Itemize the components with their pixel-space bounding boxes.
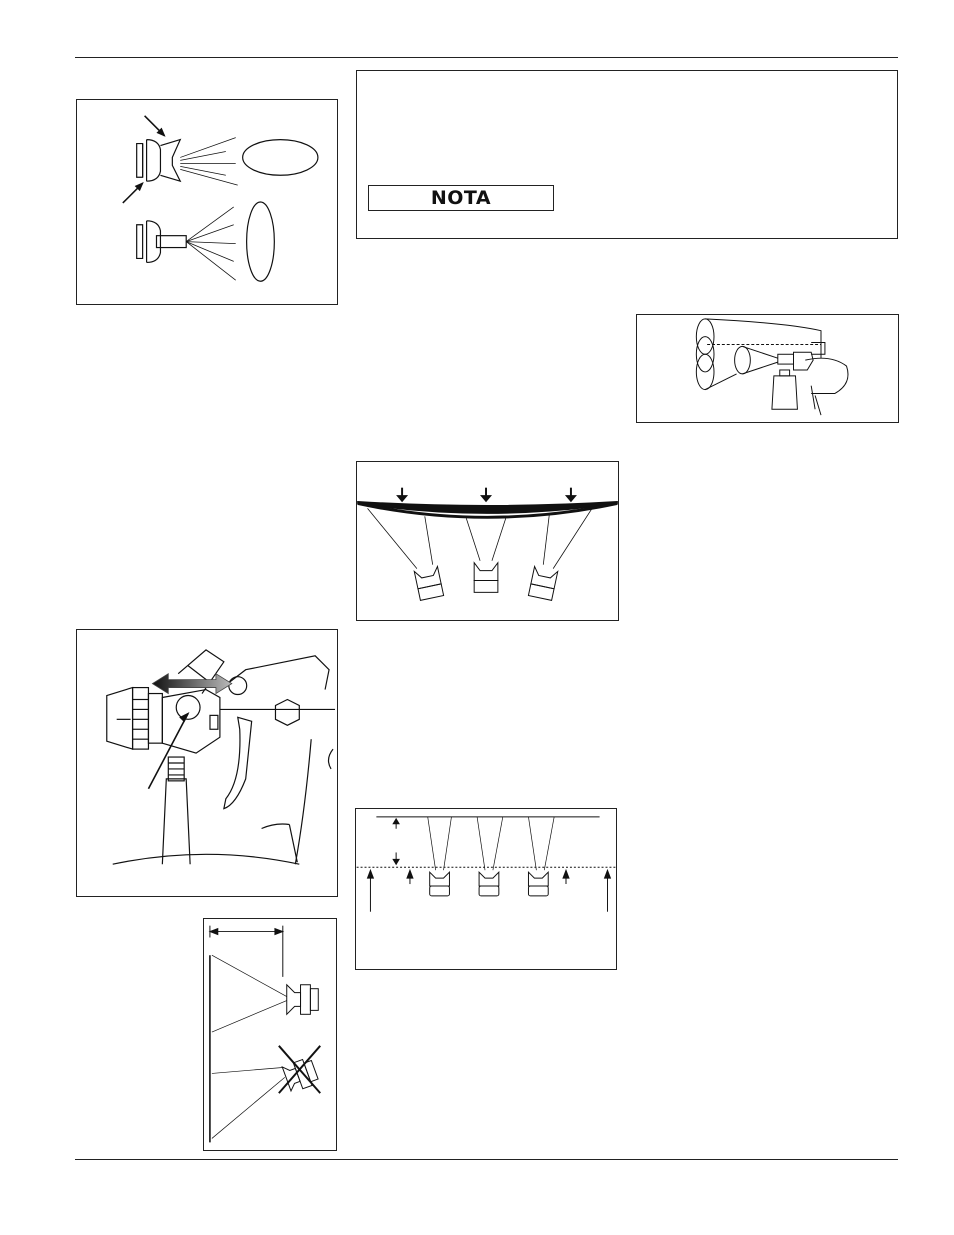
figure-tip-orientation (76, 99, 338, 305)
bottom-rule (75, 1159, 898, 1160)
figure-arc-stroke (356, 461, 619, 621)
figure-pattern-overlap (355, 808, 617, 970)
top-rule (75, 57, 898, 58)
figure-gun-tilt (203, 918, 337, 1151)
figure-overlap-passes (636, 314, 899, 423)
note-box (356, 70, 898, 239)
nota-label: NOTA (368, 185, 554, 211)
figure-spray-gun (76, 629, 338, 897)
